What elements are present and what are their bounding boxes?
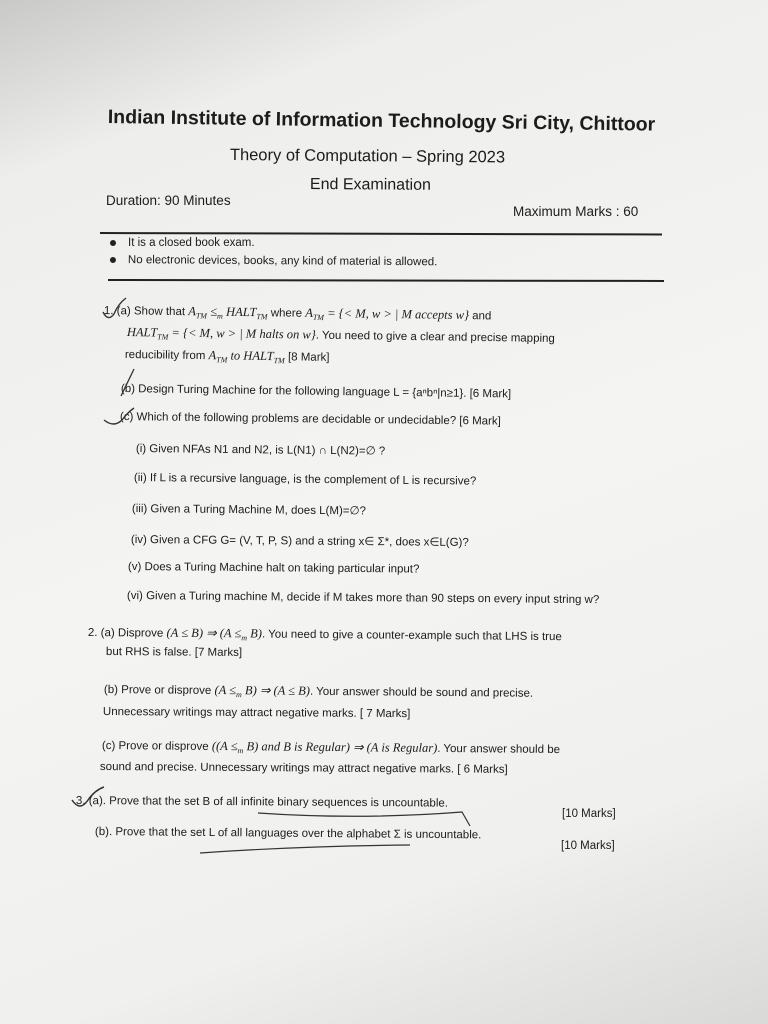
exam-title: End Examination [309, 176, 431, 194]
max-marks: Maximum Marks : 60 [513, 204, 639, 219]
q3a-marks: [10 Marks] [562, 808, 616, 820]
bullet-icon [110, 257, 116, 263]
q3b: (b). Prove that the set L of all languages over the alphabet Σ is uncountable. [94, 826, 482, 842]
q1c-item-v: (v) Does a Turing Machine halt on taking particular input? [127, 561, 420, 576]
pen-underline-q3a [258, 812, 470, 826]
q1c-item-iii: (iii) Given a Turing Machine M, does L(M)=∅? [131, 502, 367, 518]
q2c-line2: sound and precise. Unnecessary writings may attract negative marks. [ 6 Marks] [99, 761, 508, 776]
q2b-line2: Unnecessary writings may attract negative marks. [ 7 Marks] [102, 706, 411, 721]
q3b-marks: [10 Marks] [561, 840, 615, 852]
header-divider [100, 232, 662, 235]
q1a-line3: reducibility from $A_{TM}$ to $HALT_{TM}$ [8 Mark] [124, 348, 330, 366]
pen-underline-q3b [200, 845, 410, 853]
q2a-line1: 2. (a) Disprove (A ≤ B) ⇒ ($A \le_m$ B). You need to give a counter-example such that LHS is true [87, 625, 562, 644]
q2a-line2: but RHS is false. [7 Marks] [105, 646, 243, 659]
bullet-icon [110, 240, 116, 246]
q1b: (b) Design Turing Machine for the following language L = {aⁿbⁿ|n≥1}. [6 Mark] [120, 383, 512, 401]
instruction-1: It is a closed book exam. [110, 237, 255, 249]
instruction-2: No electronic devices, books, any kind of material is allowed. [110, 254, 437, 268]
institute-title: Indian Institute of Information Technology Sri City, Chittoor [107, 106, 656, 136]
duration: Duration: 90 Minutes [106, 193, 231, 208]
q1a-line2: $HALT_{TM}$ = {< M, w > | M halts on w}. You need to give a clear and precise mapping [126, 325, 555, 345]
q1c: (c) Which of the following problems are decidable or undecidable? [6 Mark] [119, 411, 501, 428]
q1c-item-vi: (vi) Given a Turing machine M, decide if M takes more than 90 steps on every input string w? [126, 590, 600, 607]
q2b-line1: (b) Prove or disprove ($A \le_m$ B) ⇒ (A ≤ B). Your answer should be sound and precise. [103, 682, 534, 700]
instructions-divider [108, 279, 664, 281]
q1c-item-ii: (ii) If L is a recursive language, is the complement of L is recursive? [133, 472, 477, 488]
q1a-line1: 1. (a) Show that $A_{TM} \le_m$ $HALT_{TM}$ where $A_{TM}$ = {< M, w > | M accepts w} and [103, 304, 492, 323]
q2c-line1: (c) Prove or disprove (($A \le_m$ B) and B is Regular) ⇒ (A is Regular). Your answer should be [101, 738, 561, 756]
q3a: 3. (a). Prove that the set B of all infinite binary sequences is uncountable. [75, 795, 449, 810]
q1c-item-iv: (iv) Given a CFG G= (V, T, P, S) and a string x∈ Σ*, does x∈L(G)? [130, 533, 469, 549]
course-title: Theory of Computation – Spring 2023 [229, 146, 506, 167]
q1c-item-i: (i) Given NFAs N1 and N2, is L(N1) ∩ L(N2)=∅ ? [135, 442, 386, 458]
